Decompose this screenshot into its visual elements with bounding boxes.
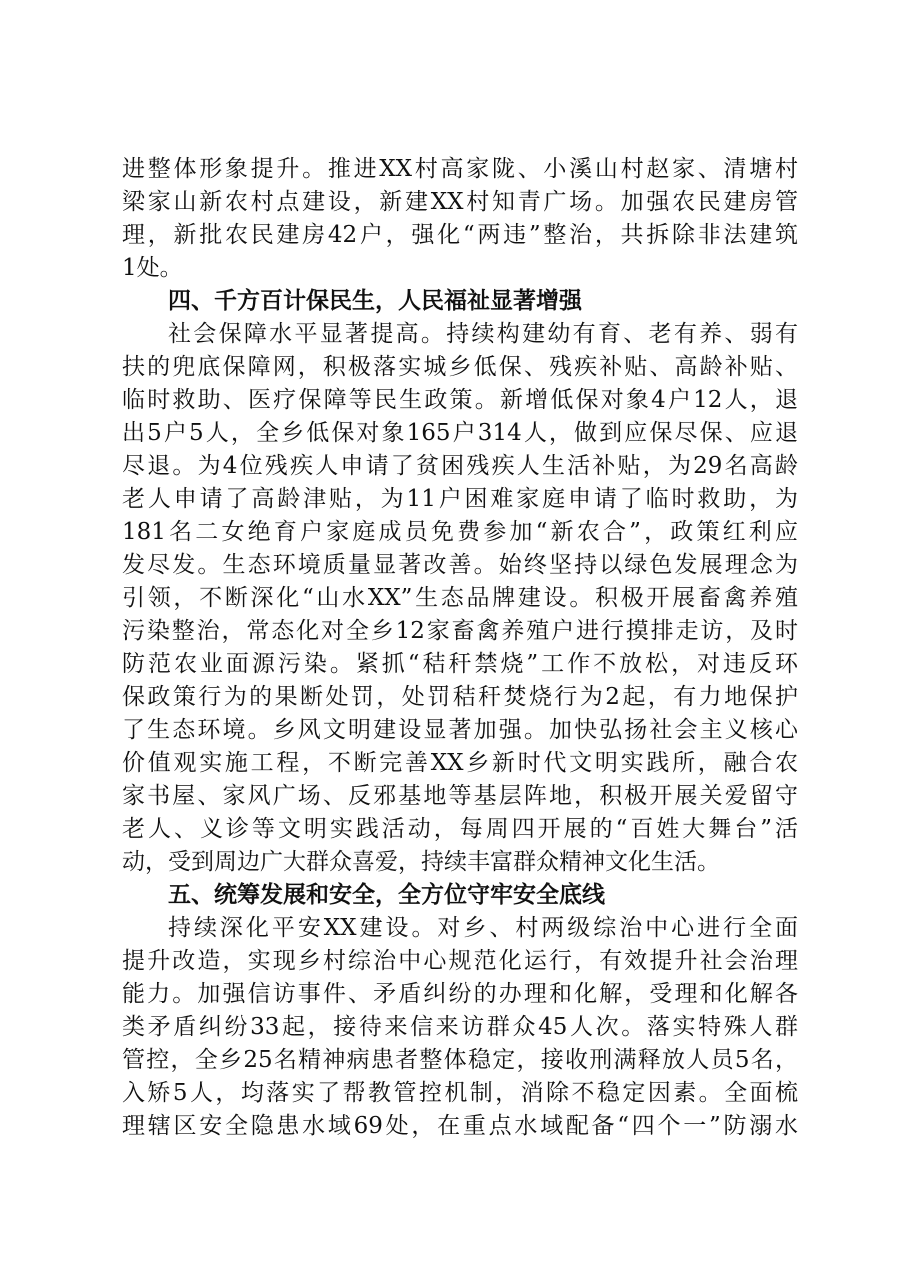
paragraph-line: 梁家山新农村点建设，新建XX村知青广场。加强农民建房管	[122, 189, 798, 215]
paragraph-line: 1处。	[122, 255, 183, 281]
paragraph-line: 进整体形象提升。推进XX村高家陇、小溪山村赵家、清塘村	[122, 156, 798, 182]
paragraph-line: 尽退。为4位残疾人申请了贫困残疾人生活补贴，为29名高龄	[122, 453, 798, 479]
paragraph-line: 提升改造，实现乡村综治中心规范化运行，有效提升社会治理	[122, 948, 798, 974]
paragraph-line: 价值观实施工程，不断完善XX乡新时代文明实践所，融合农	[122, 750, 798, 776]
paragraph-line: 老人、义诊等文明实践活动，每周四开展的“百姓大舞台”活	[122, 816, 798, 842]
paragraph-line: 入矫5人，均落实了帮教管控机制，消除不稳定因素。全面梳	[122, 1080, 798, 1106]
paragraph-line: 家书屋、家风广场、反邪基地等基层阵地，积极开展关爱留守	[122, 783, 798, 809]
paragraph-line: 发尽发。生态环境质量显著改善。始终坚持以绿色发展理念为	[122, 552, 798, 578]
paragraph-line: 临时救助、医疗保障等民生政策。新增低保对象4户12人，退	[122, 387, 798, 413]
paragraph-line: 类矛盾纠纷33起，接待来信来访群众45人次。落实特殊人群	[122, 1014, 798, 1040]
paragraph-line: 理，新批农民建房42户，强化“两违”整治，共拆除非法建筑	[122, 222, 798, 248]
paragraph-line: 老人申请了高龄津贴，为11户困难家庭申请了临时救助，为	[122, 486, 798, 512]
section-heading-5: 五、统筹发展和安全，全方位守牢安全底线	[168, 882, 605, 908]
paragraph-line: 动，受到周边广大群众喜爱，持续丰富群众精神文化生活。	[122, 849, 720, 875]
paragraph-line: 了生态环境。乡风文明建设显著加强。加快弘扬社会主义核心	[122, 717, 798, 743]
section-heading-4: 四、千方百计保民生，人民福祉显著增强	[168, 288, 582, 314]
paragraph-line: 扶的兜底保障网，积极落实城乡低保、残疾补贴、高龄补贴、	[122, 354, 798, 380]
paragraph-line: 引领，不断深化“山水XX”生态品牌建设。积极开展畜禽养殖	[122, 585, 798, 611]
paragraph-line: 出5户5人，全乡低保对象165户314人，做到应保尽保、应退	[122, 420, 798, 446]
paragraph-line: 持续深化平安XX建设。对乡、村两级综治中心进行全面	[168, 915, 798, 941]
paragraph-line: 181名二女绝育户家庭成员免费参加“新农合”，政策红利应	[122, 519, 798, 545]
paragraph-line: 污染整治，常态化对全乡12家畜禽养殖户进行摸排走访，及时	[122, 618, 798, 644]
paragraph-line: 能力。加强信访事件、矛盾纠纷的办理和化解，受理和化解各	[122, 981, 798, 1007]
paragraph-line: 保政策行为的果断处罚，处罚秸秆焚烧行为2起，有力地保护	[122, 684, 798, 710]
paragraph-line: 防范农业面源污染。紧抓“秸秆禁烧”工作不放松，对违反环	[122, 651, 798, 677]
paragraph-line: 理辖区安全隐患水域69处，在重点水域配备“四个一”防溺水	[122, 1113, 798, 1139]
paragraph-line: 社会保障水平显著提高。持续构建幼有育、老有养、弱有	[168, 321, 798, 347]
paragraph-line: 管控，全乡25名精神病患者整体稳定，接收刑满释放人员5名，	[122, 1047, 798, 1073]
